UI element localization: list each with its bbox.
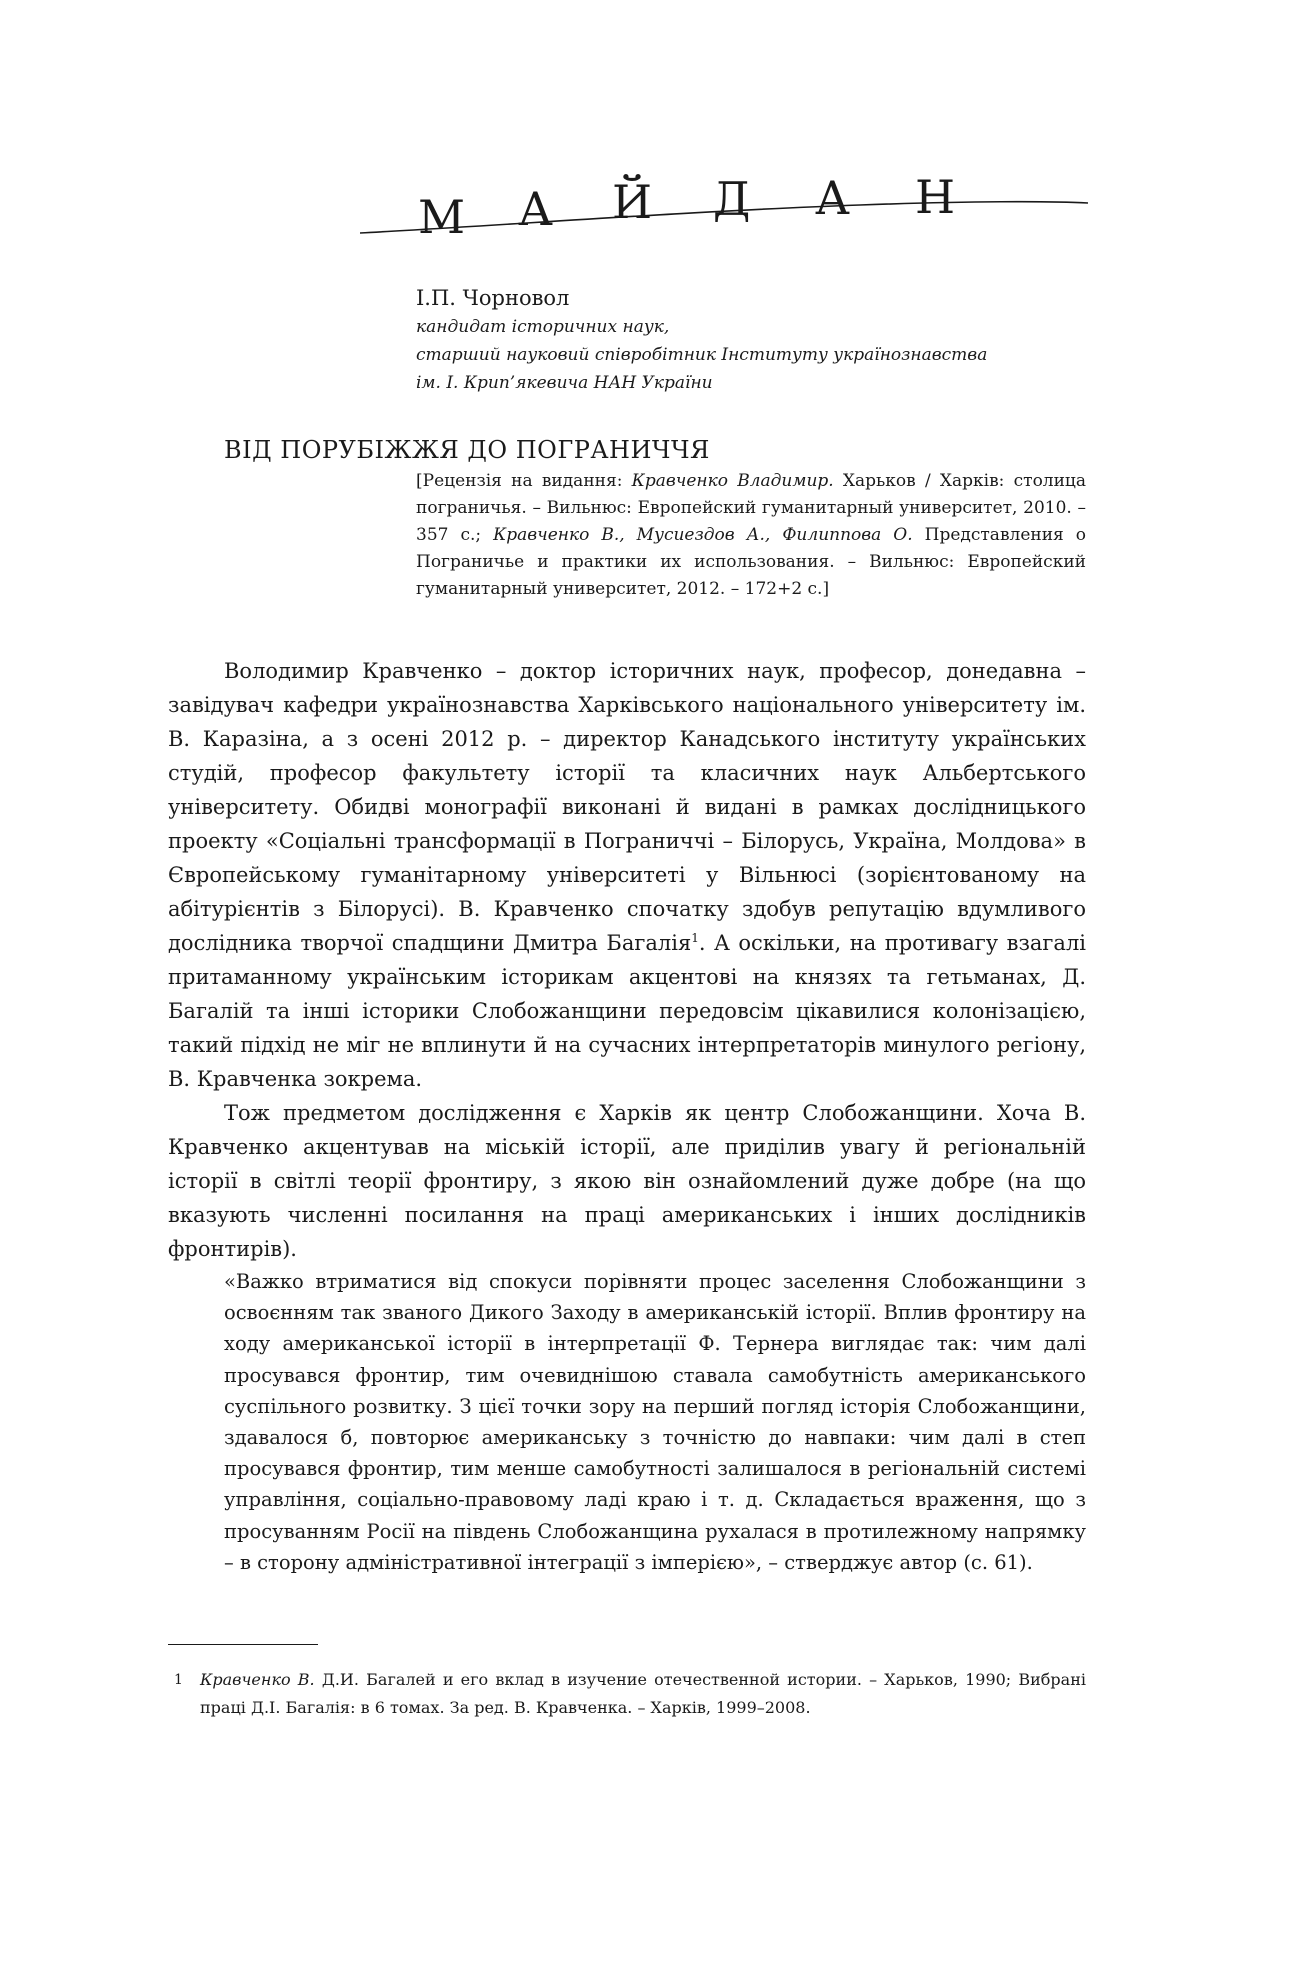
- author-role-line: старший науковий співробітник Інституту українознавства: [416, 345, 988, 365]
- author-role-line: кандидат історичних наук,: [416, 317, 670, 337]
- header-letter: А: [815, 171, 850, 225]
- footnote-reference[interactable]: 1: [691, 931, 699, 945]
- footnote-divider: [168, 1644, 318, 1645]
- article-body: [168, 654, 1086, 1578]
- footnote-text: [200, 1666, 1086, 1722]
- quote-text: «Важко втриматися від спокуси порівняти процес заселення Слобожанщини з освоєнням так званого Дикого Заходу в американській історії. Вплив фронтиру на ходу американської історії в інтерпретації Ф. Тернера виглядає так: чим далі просувався фронтир, тим очевиднішою ставала самобутність американського суспільного розвитку. З цієї точки зору на перший погляд історія Слобожанщини, здавалося б, повторює американську з точністю до навпаки: чим далі в степ просувався фронтир, тим менше самобутності залишалося в регіональній системі управління, соціально-правовому ладі краю і т. д. Складається враження, що з просуванням Росії на південь Слобожанщина рухалася в протилежному напрямку – в сторону адміністративної інтеграції з імперією», – стверджує автор (с. 61).: [224, 1270, 1086, 1574]
- author-name: І.П. Чорновол: [416, 286, 570, 310]
- footnote-author-italic: Кравченко В.: [200, 1670, 315, 1689]
- paragraph-text: Володимир Кравченко – доктор історичних наук, професор, донедавна – завідувач кафедри українознавства Харківського національного університету ім. В. Каразіна, а з осені 2012 р. – директор Канадського інституту українських студій, професор факультету історії та класичних наук Альбертського університету. Обидві монографії виконані й видані в рамках дослідницького проекту «Соціальні трансформації в Пограниччі – Білорусь, Україна, Молдова» в Європейському гуманітарному університеті у Вільнюсі (зорієнтованому на абітурієнтів з Білорусі). В. Кравченко спочатку здобув репутацію вдумливого дослідника творчої спадщини Дмитра Багалія: [168, 659, 1086, 955]
- review-text: Представления о Пограничье и практики их использования. – Вильнюс: Европейский гуманитарный университет, 2012. – 172+2 с.]: [416, 525, 1086, 599]
- review-text: Харьков / Харків: столица пограничья. – Вильнюс: Европейский гуманитарный университет, 2010. – 357 с.;: [416, 471, 1086, 545]
- header-letter: Й: [612, 175, 653, 229]
- body-paragraph: [168, 654, 1086, 1096]
- header-letter: А: [518, 182, 553, 236]
- author-block: [416, 283, 1116, 397]
- review-author-italic: Кравченко Владимир.: [631, 471, 834, 491]
- footnote-number: 1: [174, 1672, 183, 1688]
- review-author-italic: Кравченко В., Мусиездов А., Филиппова О.: [493, 525, 913, 545]
- review-citation: [416, 468, 1086, 603]
- footnote-body: Д.И. Багалей и его вклад в изучение отечественной истории. – Харьков, 1990; Вибрані праці Д.І. Багалія: в 6 томах. За ред. В. Кравченка. – Харків, 1999–2008.: [200, 1670, 1086, 1717]
- header-letter: Н: [915, 170, 956, 224]
- author-role-line: ім. І. Крип’якевича НАН України: [416, 373, 713, 393]
- header-letter: М: [418, 190, 466, 244]
- journal-header: [360, 170, 1090, 245]
- review-text: [Рецензія на видання:: [416, 471, 632, 491]
- header-letter: Д: [713, 172, 751, 226]
- article-title: ВІД ПОРУБІЖЖЯ ДО ПОГРАНИЧЧЯ: [224, 436, 710, 464]
- paragraph-text: . А оскільки, на противагу взагалі притаманному українським історикам акцентові на князях та гетьманах, Д. Багалій та інші історики Слобожанщини передовсім цікавилися колонізацією, такий підхід не міг не вплинути й на сучасних інтерпретаторів минулого регіону, В. Кравченка зокрема.: [168, 931, 1087, 1091]
- footnote: [168, 1666, 1086, 1722]
- body-paragraph: Тож предметом дослідження є Харків як центр Слобожанщини. Хоча В. Кравченко акцентував на міській історії, але приділив увагу й регіональній історії в світлі теорії фронтиру, з якою він ознайомлений дуже добре (на що вказують численні посилання на праці американських і інших дослідників фронтирів).: [168, 1101, 1086, 1261]
- block-quote: [224, 1266, 1086, 1578]
